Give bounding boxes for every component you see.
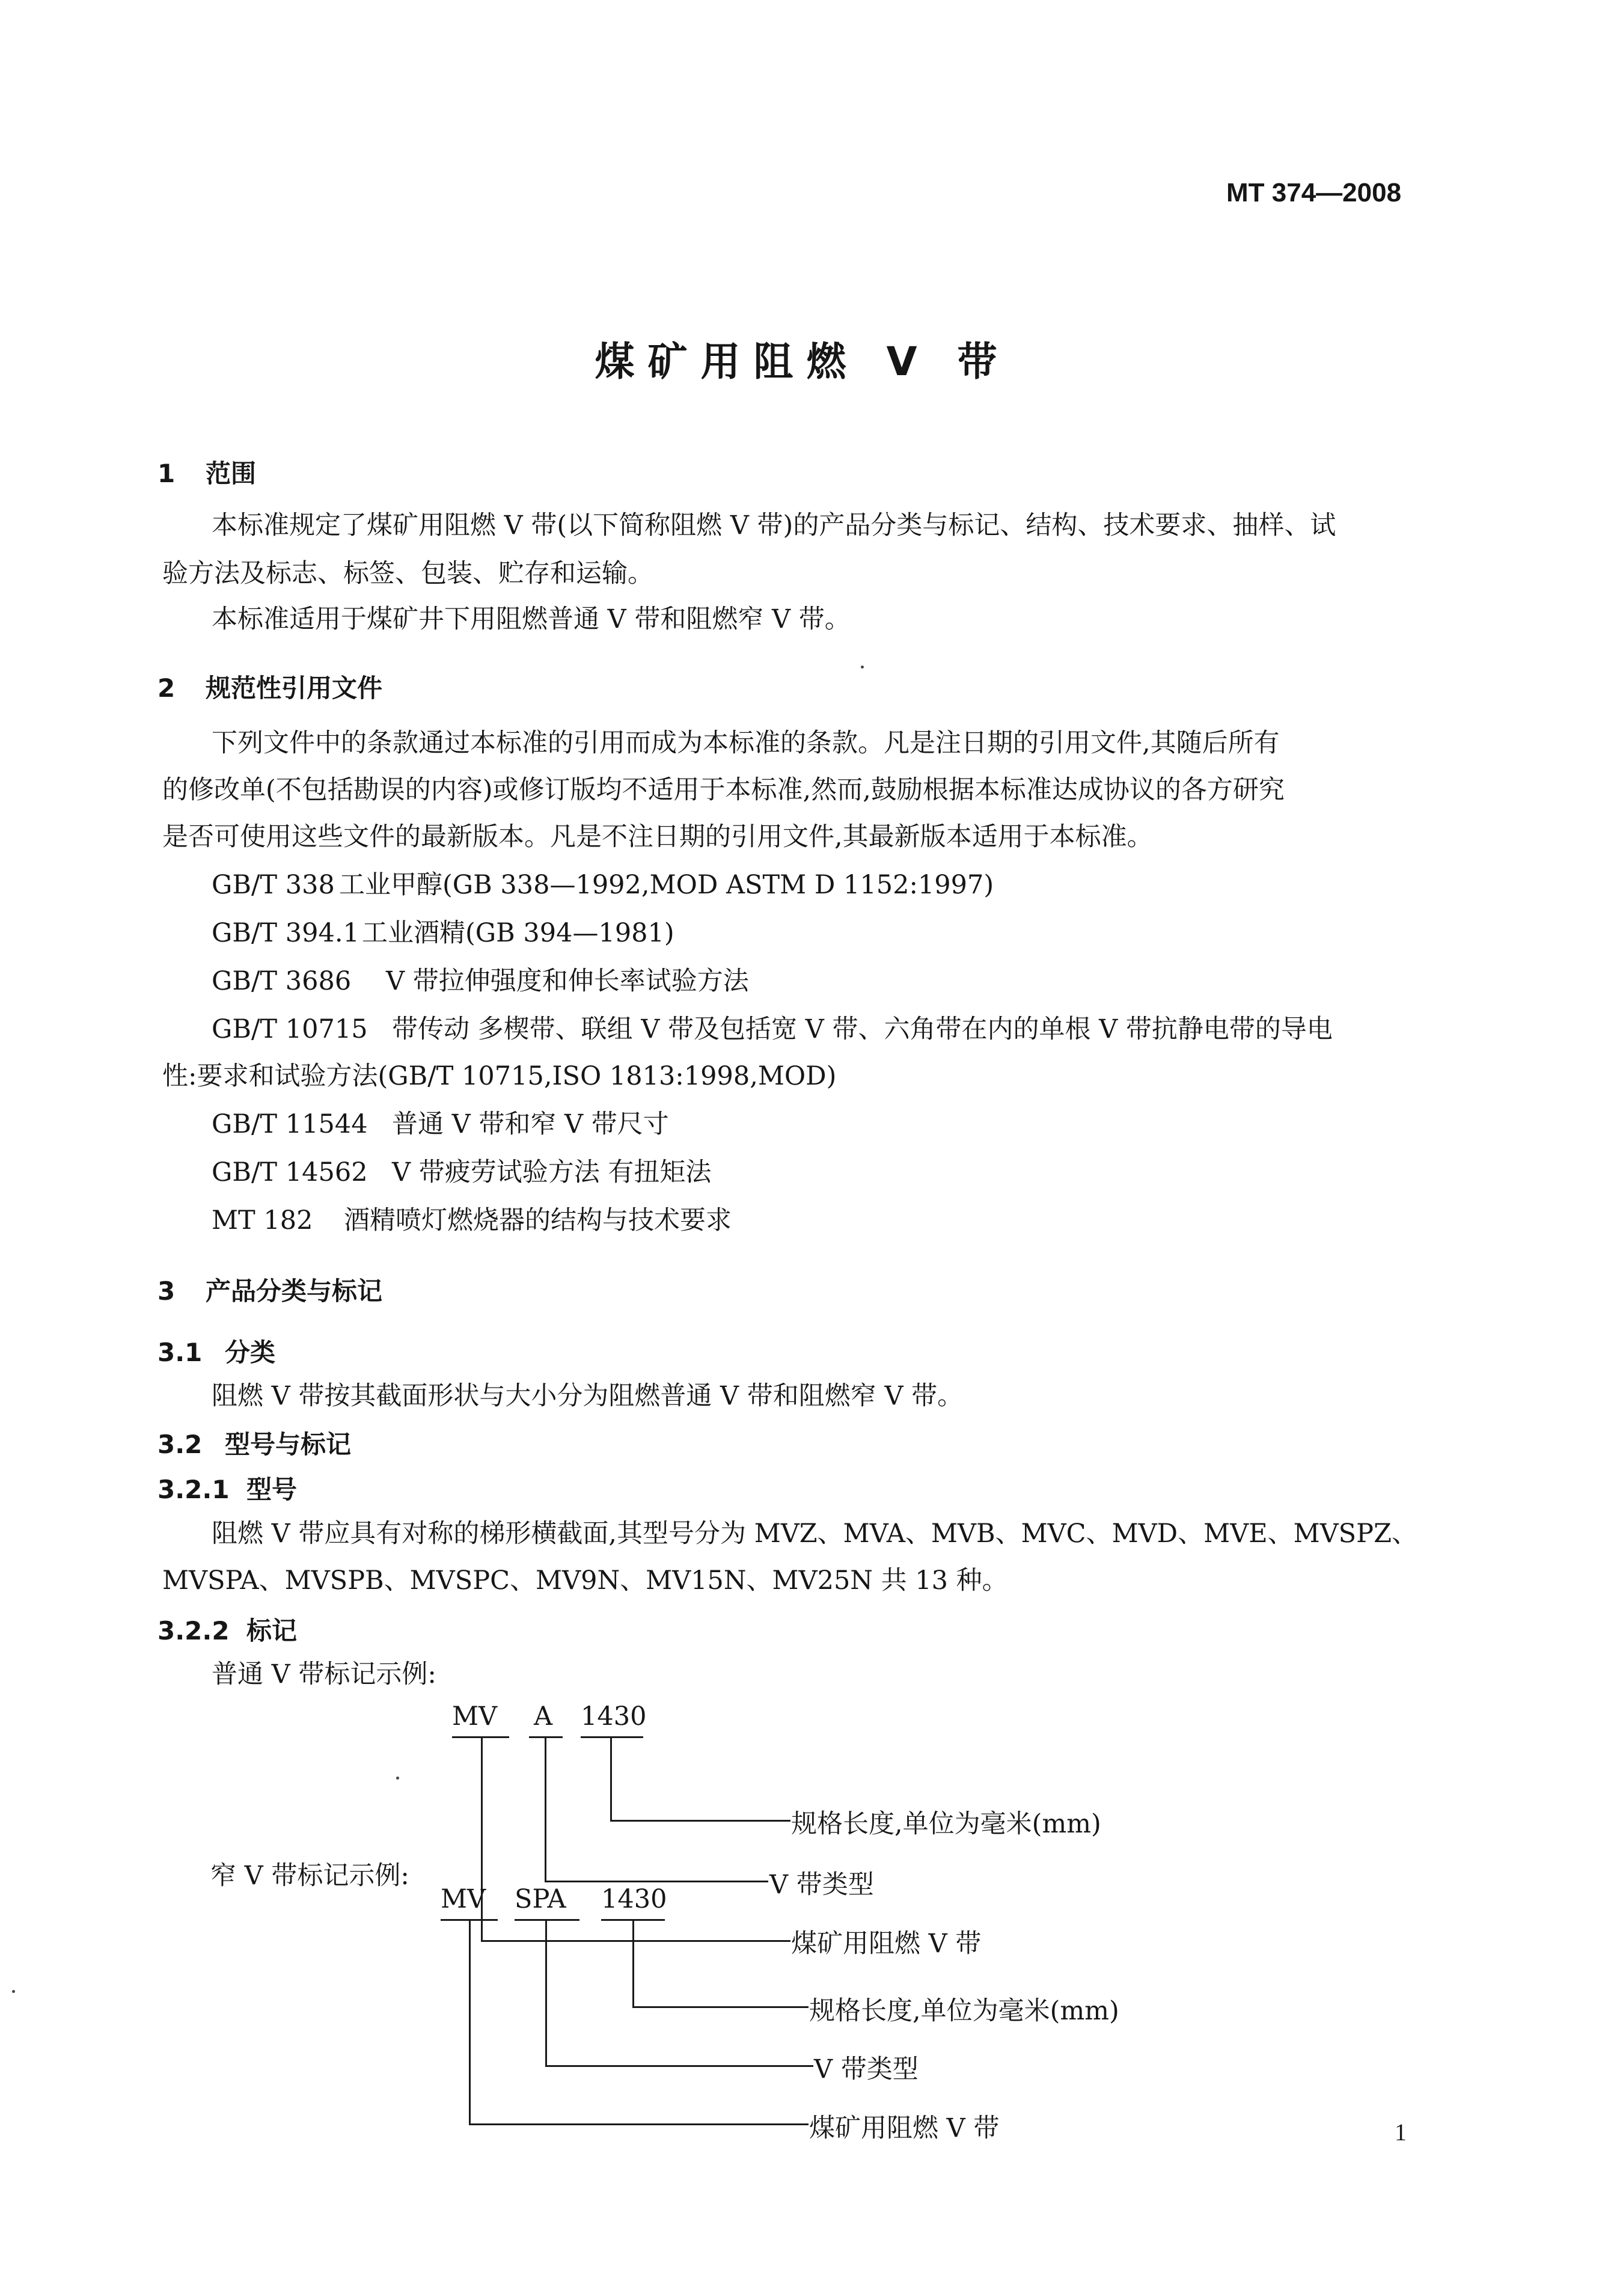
section-title: 范围 bbox=[206, 459, 257, 488]
reference-code: GB/T 394.1 bbox=[212, 918, 359, 948]
underline-type bbox=[515, 1919, 579, 1921]
s2-intro-line-1: 下列文件中的条款通过本标准的引用而成为本标准的条款。凡是注日期的引用文件,其随后所有 bbox=[212, 728, 1280, 758]
underline-length bbox=[581, 1736, 643, 1738]
reference-code: GB/T 11544 bbox=[212, 1109, 368, 1139]
label-type: V 带类型 bbox=[814, 2054, 919, 2084]
reference-item-continuation: 性:要求和试验方法(GB/T 10715,ISO 1813:1998,MOD) bbox=[162, 1061, 837, 1091]
example-1-caption: 普通 V 带标记示例: bbox=[212, 1659, 436, 1689]
reference-item bbox=[212, 861, 994, 909]
example-2-caption: 窄 V 带标记示例: bbox=[210, 1861, 409, 1891]
code-type: A bbox=[534, 1701, 553, 1731]
s321-line-2: MVSPA、MVSPB、MVSPC、MV9N、MV15N、MV25N 共 13 种。 bbox=[162, 1566, 1008, 1596]
s2-intro-line-3: 是否可使用这些文件的最新版本。凡是不注日期的引用文件,其最新版本适用于本标准。 bbox=[162, 822, 1153, 852]
leader-vertical-length bbox=[610, 1736, 612, 1822]
reference-title: 工业甲醇(GB 338—1992,MOD ASTM D 1152:1997) bbox=[339, 870, 994, 900]
label-name: 煤矿用阻燃 V 带 bbox=[809, 2113, 1000, 2143]
reference-code: GB/T 10715 bbox=[212, 1014, 368, 1044]
scan-speck bbox=[396, 1777, 399, 1780]
code-length: 1430 bbox=[601, 1884, 667, 1914]
label-length: 规格长度,单位为毫米(mm) bbox=[791, 1809, 1101, 1839]
s1-paragraph-1-line-2: 验方法及标志、标签、包装、贮存和运输。 bbox=[162, 559, 653, 589]
s1-paragraph-2: 本标准适用于煤矿井下用阻燃普通 V 带和阻燃窄 V 带。 bbox=[212, 604, 851, 634]
leader-vertical-type bbox=[545, 1736, 546, 1882]
code-length: 1430 bbox=[581, 1701, 647, 1731]
leader-horizontal-mv bbox=[469, 2123, 809, 2125]
section-3-heading bbox=[157, 1272, 382, 1308]
scan-speck bbox=[12, 1990, 15, 1993]
reference-item bbox=[212, 1196, 732, 1244]
section-number: 3.2 bbox=[157, 1430, 203, 1459]
section-title: 规范性引用文件 bbox=[206, 673, 383, 703]
reference-title: V 带疲劳试验方法 有扭矩法 bbox=[392, 1157, 712, 1187]
reference-title: 工业酒精(GB 394—1981) bbox=[362, 918, 674, 948]
reference-title: 普通 V 带和窄 V 带尺寸 bbox=[392, 1109, 669, 1139]
code-mv: MV bbox=[441, 1884, 486, 1914]
section-title: 标记 bbox=[246, 1616, 298, 1645]
document-title: 煤矿用阻燃 V 带 bbox=[595, 338, 1010, 385]
section-title: 型号与标记 bbox=[225, 1430, 352, 1459]
code-type: SPA bbox=[515, 1884, 566, 1914]
leader-horizontal-length bbox=[632, 2006, 809, 2008]
subsection-3-1-heading bbox=[157, 1333, 275, 1369]
s1-paragraph-1-line-1: 本标准规定了煤矿用阻燃 V 带(以下简称阻燃 V 带)的产品分类与标记、结构、技术要求、抽样、试 bbox=[212, 510, 1336, 540]
reference-code: MT 182 bbox=[212, 1205, 313, 1235]
section-number: 1 bbox=[157, 459, 176, 488]
s321-line-1: 阻燃 V 带应具有对称的梯形横截面,其型号分为 MVZ、MVA、MVB、MVC、MVD、MVE、MVSPZ、 bbox=[212, 1519, 1417, 1549]
section-number: 3.2.1 bbox=[157, 1475, 230, 1504]
leader-horizontal-type bbox=[545, 1881, 768, 1882]
leader-horizontal-type bbox=[545, 2065, 813, 2067]
leader-horizontal-length bbox=[610, 1820, 790, 1822]
reference-title: 酒精喷灯燃烧器的结构与技术要求 bbox=[344, 1205, 732, 1235]
subsection-3-2-2-heading bbox=[157, 1611, 297, 1647]
scan-speck bbox=[861, 666, 864, 669]
reference-code: GB/T 3686 bbox=[212, 966, 352, 996]
section-number: 3 bbox=[157, 1276, 176, 1306]
section-title: 分类 bbox=[225, 1338, 276, 1367]
section-1-heading bbox=[157, 454, 256, 490]
leader-vertical-type bbox=[545, 1919, 547, 2067]
section-2-heading bbox=[157, 669, 382, 705]
section-number: 2 bbox=[157, 673, 176, 703]
reference-item bbox=[212, 909, 674, 957]
section-title: 型号 bbox=[246, 1475, 298, 1504]
reference-code: GB/T 14562 bbox=[212, 1157, 368, 1187]
label-name: 煤矿用阻燃 V 带 bbox=[791, 1929, 982, 1959]
subsection-3-2-1-heading bbox=[157, 1470, 297, 1506]
section-number: 3.1 bbox=[157, 1338, 203, 1367]
code-mv: MV bbox=[452, 1701, 498, 1731]
leader-horizontal-mv bbox=[481, 1940, 790, 1942]
standard-number: MT 374—2008 bbox=[1226, 178, 1402, 207]
section-title: 产品分类与标记 bbox=[206, 1276, 383, 1306]
reference-title: 带传动 多楔带、联组 V 带及包括宽 V 带、六角带在内的单根 V 带抗静电带的导电 bbox=[392, 1014, 1333, 1044]
leader-vertical-length bbox=[632, 1919, 634, 2008]
page-number: 1 bbox=[1395, 2119, 1407, 2146]
section-number: 3.2.2 bbox=[157, 1616, 230, 1645]
label-type: V 带类型 bbox=[769, 1870, 874, 1900]
reference-item bbox=[212, 957, 749, 1005]
leader-vertical-mv bbox=[469, 1919, 471, 2125]
reference-item bbox=[212, 1148, 711, 1196]
reference-title: V 带拉伸强度和伸长率试验方法 bbox=[386, 966, 749, 996]
reference-item bbox=[212, 1100, 669, 1148]
reference-code: GB/T 338 bbox=[212, 870, 335, 900]
reference-item bbox=[212, 1005, 1333, 1053]
label-length: 规格长度,单位为毫米(mm) bbox=[809, 1996, 1119, 2026]
subsection-3-2-heading bbox=[157, 1425, 351, 1461]
s31-text: 阻燃 V 带按其截面形状与大小分为阻燃普通 V 带和阻燃窄 V 带。 bbox=[212, 1381, 964, 1411]
s2-intro-line-2: 的修改单(不包括勘误的内容)或修订版均不适用于本标准,然而,鼓励根据本标准达成协议的各方研究 bbox=[162, 775, 1285, 805]
